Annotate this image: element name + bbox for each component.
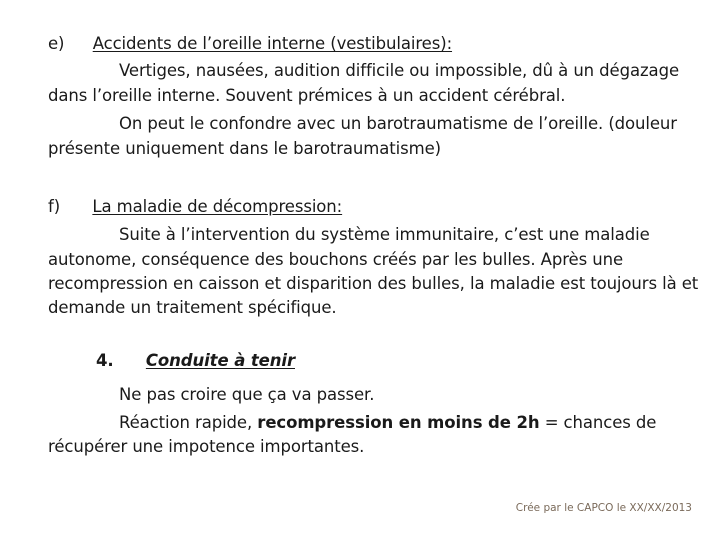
section-e-heading: Accidents de l’oreille interne (vestibulaires): (92, 34, 453, 53)
section-4-line2-part1: Réaction rapide, (119, 413, 258, 432)
section-4-line3: récupérer une impotence importantes. (48, 437, 365, 456)
section-4-line2-part2: = chances de (539, 413, 657, 432)
section-e-paragraph2-line1: On peut le confondre avec un barotraumatisme de l’oreille. (douleur (119, 114, 677, 133)
section-4-heading-line (96, 350, 295, 372)
section-e-paragraph2-line2: présente uniquement dans le barotraumatisme) (48, 139, 441, 158)
section-4-line2 (119, 412, 656, 434)
section-f-line4: demande un traitement spécifique. (48, 298, 337, 317)
footer-credit: Crée par le CAPCO le XX/XX/2013 (515, 502, 692, 514)
section-f-heading: La maladie de décompression: (92, 197, 343, 216)
section-e-marker: e) (48, 34, 65, 53)
section-4-heading: Conduite à tenir (145, 351, 295, 370)
section-4-line2-bold: recompression en moins de 2h (257, 413, 540, 432)
section-f-line3: recompression en caisson et disparition des bulles, la maladie est toujours là et (48, 274, 699, 293)
section-f-heading-line (48, 196, 342, 218)
section-4-number: 4. (96, 351, 114, 370)
section-f-line2: autonome, conséquence des bouchons créés par les bulles. Après une (48, 250, 624, 269)
section-f-line1: Suite à l’intervention du système immunitaire, c’est une maladie (119, 225, 650, 244)
section-e-paragraph1-line2: dans l’oreille interne. Souvent prémices à un accident cérébral. (48, 86, 566, 105)
section-4-line1: Ne pas croire que ça va passer. (119, 385, 375, 404)
section-f-marker: f) (48, 197, 61, 216)
section-e-heading-line (48, 33, 452, 55)
section-e-paragraph1-line1: Vertiges, nausées, audition difficile ou impossible, dû à un dégazage (119, 61, 679, 80)
